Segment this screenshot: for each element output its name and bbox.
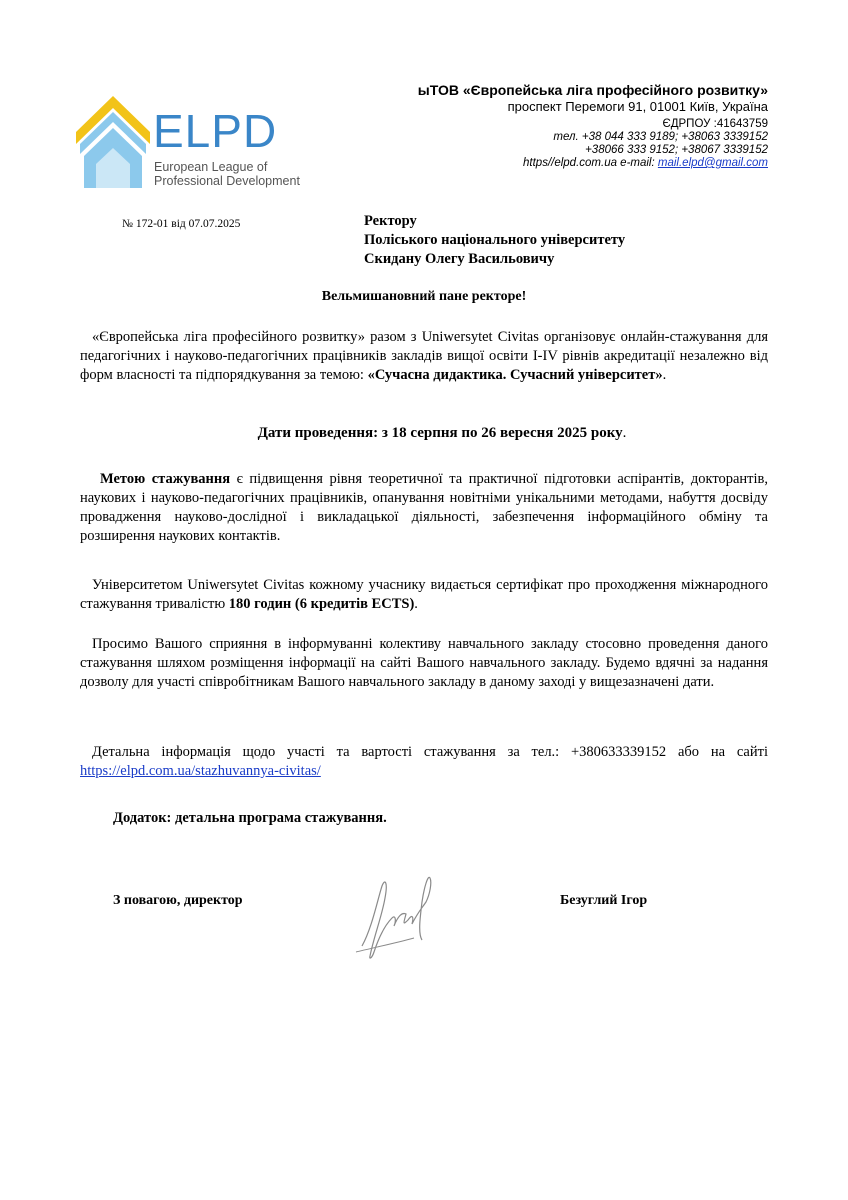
company-phones-1: тел. +38 044 333 9189; +38063 3339152 bbox=[553, 131, 768, 143]
goal-text: є підвищення рівня теоретичної та практичної підготовки аспірантів, докторантів, наукових і науково-педагогічних працівників, опанування новітніми унікальними методами, набуття досвіду провадження науково-дослідної і викладацької діяльності, забезпечення інформаційного обміну та розширення наукових контактів. bbox=[80, 471, 768, 544]
company-name: ыТОВ «Європейська ліга професійного розвитку» bbox=[417, 82, 768, 98]
paragraph-request: Просимо Вашого сприяння в інформуванні колективу навчального закладу стосовно проведення даного стажування шляхом розміщення інформації на сайті Вашого навчального закладу. Будемо вдячні за надання дозволу для участі співробітникам Вашого навчального закладу в даному заході у вищезазначені дати. bbox=[80, 636, 768, 690]
company-web bbox=[523, 157, 768, 169]
paragraph-contacts bbox=[80, 743, 768, 781]
reference-number: № 172-01 від 07.07.2025 bbox=[122, 218, 241, 230]
company-edrpou: ЄДРПОУ :41643759 bbox=[662, 118, 768, 130]
dates-end: . bbox=[622, 425, 627, 441]
company-address: проспект Перемоги 91, 01001 Київ, Україна bbox=[507, 99, 768, 114]
certificate-text: Університетом Uniwersytet Civitas кожному учаснику видається сертифікат про проходження міжнародного стажування тривалістю bbox=[80, 577, 768, 612]
intro-end: . bbox=[662, 367, 667, 383]
company-phones-2: +38066 333 9152; +38067 3339152 bbox=[585, 144, 768, 156]
intro-text: «Європейська ліга професійного розвитку» разом з Uniwersytet Civitas організовує онлайн-стажування для педагогічних і науково-педагогічних працівників закладів вищої освіти I-IV рівнів акредитації незалежно від форм власності та підпорядкування за темою: bbox=[80, 329, 768, 383]
website-link[interactable]: https://elpd.com.ua/stazhuvannya-civitas/ bbox=[80, 763, 321, 779]
company-website: https//elpd.com.ua e-mail: bbox=[523, 157, 658, 169]
paragraph-goal bbox=[80, 470, 768, 546]
paragraph-certificate bbox=[80, 576, 768, 614]
logo-subtitle bbox=[154, 160, 300, 188]
recipient-title: Ректору bbox=[364, 213, 417, 229]
recipient-block bbox=[364, 212, 625, 269]
contacts-text: Детальна інформація щодо участі та вартості стажування за тел.: +380633339152 або на сайті bbox=[92, 744, 768, 760]
logo-line1: European League of bbox=[154, 160, 268, 174]
certificate-end: . bbox=[414, 596, 418, 612]
handwritten-signature bbox=[352, 868, 442, 968]
dates-text: Дати проведення: з 18 серпня по 26 вересня 2025 року bbox=[257, 425, 623, 441]
recipient-name: Скидану Олегу Васильовичу bbox=[364, 251, 555, 267]
paragraph-intro bbox=[80, 328, 768, 385]
logo-line2: Professional Development bbox=[154, 174, 300, 188]
signer-name: Безуглий Ігор bbox=[560, 893, 648, 908]
closing-regards: З повагою, директор bbox=[113, 893, 243, 908]
company-email-link[interactable]: mail.elpd@gmail.com bbox=[657, 157, 768, 169]
intro-topic: «Сучасна дидактика. Сучасний університет» bbox=[367, 367, 663, 383]
recipient-university: Поліського національного університету bbox=[364, 232, 626, 248]
certificate-hours: 180 годин (6 кредитів ECTS) bbox=[228, 596, 415, 612]
dates-line bbox=[0, 425, 848, 442]
logo-abbr: ELPD bbox=[153, 105, 278, 157]
logo-house-icon bbox=[76, 96, 150, 188]
salutation: Вельмишановний пане ректоре! bbox=[321, 289, 527, 304]
addendum: Додаток: детальна програма стажування. bbox=[113, 810, 387, 826]
goal-lead: Метою стажування bbox=[100, 471, 231, 487]
